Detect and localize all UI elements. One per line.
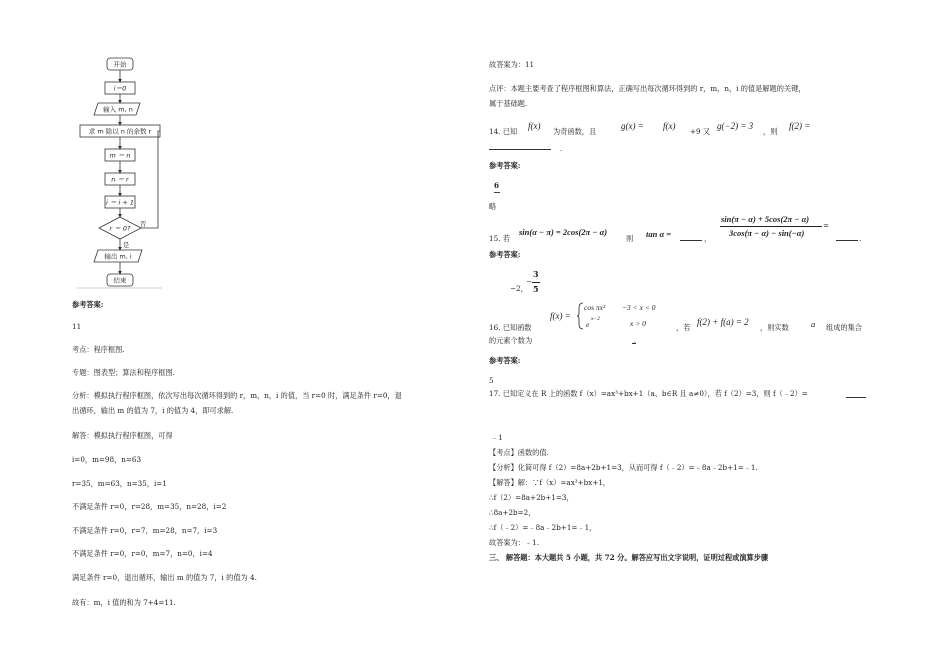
q14-prefix: 14. 已知 bbox=[489, 127, 518, 136]
flow-input-label: 输入 m, n bbox=[103, 105, 133, 114]
q14-plus9: +9 又 bbox=[690, 127, 711, 136]
q14-answer: 6 bbox=[494, 181, 500, 190]
q15-answer-b-den: 5 bbox=[533, 284, 539, 294]
q15-answer-heading: 参考答案: bbox=[489, 250, 521, 259]
flow-output-label: 输出 m, i bbox=[104, 252, 132, 261]
q17-answer-blank bbox=[846, 397, 866, 398]
q13-dianping-line1: 点评：本题主要考查了程序框图和算法，正确写出每次循环得到的 r，m，n，i 的值是解题的关键， bbox=[489, 84, 806, 93]
q16-prefix: 16. 已知函数 bbox=[489, 323, 532, 332]
q16-fx-eq: f(x) = bbox=[550, 311, 571, 321]
flow-assign-m-label: m ＝ n bbox=[109, 151, 131, 160]
q17-final: 故答案为：﹣1. bbox=[489, 538, 539, 547]
flow-remainder-label: 求 m 除以 n 的余数 r bbox=[88, 127, 152, 136]
q15-sep: ， bbox=[704, 234, 712, 243]
q16-cond-expr: f(2) + f(a) = 2 bbox=[697, 317, 749, 327]
q17-fenxi: 【分析】化简可得 f（2）=8a+2b+1=3，从而可得 f（﹣2）=﹣8a﹣2b+1=﹣1. bbox=[489, 463, 758, 472]
q15-frac-num: sin(π − α) + 5cos(2π − α) bbox=[721, 214, 810, 224]
q17-jieda: 【解答】解：∵f（x）=ax³+bx+1， bbox=[489, 478, 611, 487]
q13-step-5: 不满足条件 r=0，r=0，m=7，n=0，i=4 bbox=[72, 549, 213, 558]
flow-assign-n-label: n ＝ r bbox=[111, 175, 129, 184]
q16-answer-heading: 参考答案: bbox=[489, 356, 521, 365]
q14-then: ，则 bbox=[763, 127, 778, 136]
q13-step-6: 满足条件 r=0，退出循环，输出 m 的值为 7，i 的值为 4. bbox=[72, 573, 257, 582]
q13-jieda: 解答：模拟执行程序框图，可得 bbox=[72, 431, 173, 440]
q13-answer: 11 bbox=[72, 322, 82, 331]
q16-case1-expr: cos πx² bbox=[584, 303, 606, 312]
q13-dianping-line2: 属于基础题. bbox=[489, 99, 528, 108]
q16-alpha: a bbox=[811, 319, 816, 329]
q17-kaodian: 【考点】函数的值. bbox=[489, 448, 549, 457]
q15-frac-bar bbox=[720, 226, 822, 227]
q14-fx2: f(x) bbox=[663, 121, 676, 131]
q13-final-answer: 故答案为：11 bbox=[489, 60, 535, 69]
q15-answer-a: −2， bbox=[510, 284, 528, 293]
flow-no-label: 否 bbox=[139, 220, 147, 228]
q16-line2: 的元素个数为 bbox=[489, 336, 533, 345]
q13-step-2: r=35，m=63，n=35，i=1 bbox=[72, 479, 167, 488]
q16-tail: ，则实数 bbox=[760, 323, 789, 332]
q13-kaodian: 考点：程序框图. bbox=[72, 345, 125, 354]
q16-cond-text: ，若 bbox=[676, 323, 691, 332]
q17-answer: ﹣1 bbox=[491, 433, 503, 442]
q16-case2-sup: x−2 bbox=[591, 316, 600, 322]
flow-increment-label: i ＝ i + 1 bbox=[106, 198, 134, 207]
q14-f2: f(2) = bbox=[789, 121, 811, 131]
q17-step-3: ∴f（﹣2）=﹣8a﹣2b+1=﹣1， bbox=[489, 523, 597, 532]
q16-brace-icon bbox=[576, 302, 584, 330]
q14-answer-underline bbox=[494, 192, 500, 193]
q16-case2-cond: x > 0 bbox=[630, 319, 646, 328]
q15-then: 则 bbox=[626, 234, 634, 243]
q15-tan: tan α = bbox=[646, 229, 672, 239]
q13-step-3: 不满足条件 r=0，r=28，m=35，n=28，i=2 bbox=[72, 502, 227, 511]
q15-frac-den: 3cos(π − α) − sin(−α) bbox=[729, 228, 805, 238]
q13-zhuanti: 专题：图表型；算法和程序框图. bbox=[72, 368, 175, 377]
section3-heading: 三、 解答题：本大题共 5 小题，共 72 分。解答应写出文字说明，证明过程或演算步骤 bbox=[489, 553, 769, 562]
q17-stem: 17. 已知定义在 R 上的函数 f（x）=ax³+bx+1（a、b∈R 且 a≠0），若 f（2）=3，则 f（﹣2）= bbox=[489, 389, 808, 398]
q13-fenxi-line1: 分析：模拟执行程序框图，依次写出每次循环得到的 r，m，n，i 的值，当 r=0 时，满足条件 r=0，退 bbox=[72, 391, 402, 400]
q17-step-1: ∴f（2）=8a+2b+1=3， bbox=[489, 493, 574, 502]
q15-answer-b-num: 3 bbox=[533, 269, 539, 279]
q16-answer: 5 bbox=[489, 376, 494, 385]
q15-blank-2 bbox=[836, 240, 858, 241]
q15-blank-1 bbox=[680, 240, 702, 241]
q16-period: 。 bbox=[633, 336, 641, 345]
q14-answer-heading: 参考答案: bbox=[489, 161, 521, 170]
q14-fx: f(x) bbox=[528, 121, 541, 131]
q15-answer-b-sign: − bbox=[526, 277, 533, 286]
q13-step-4: 不满足条件 r=0，r=7，m=28，n=7，i=3 bbox=[72, 526, 218, 535]
q14-answer-blank bbox=[489, 149, 551, 150]
q16-tail2: 组成的集合 bbox=[826, 323, 862, 332]
flow-yes-label: 是 bbox=[122, 241, 130, 249]
q15-prefix: 15. 若 bbox=[489, 234, 510, 243]
flow-init-label: i＝0 bbox=[113, 84, 127, 93]
flow-condition-label: r ＝ 0? bbox=[109, 224, 131, 233]
q15-answer-b-bar bbox=[532, 282, 540, 283]
q15-dot: . bbox=[859, 234, 862, 243]
q13-answer-heading: 参考答案: bbox=[72, 300, 104, 309]
q14-lue: 略 bbox=[489, 202, 497, 211]
q13-step-7: 故有：m，i 值的和为 7+4=11. bbox=[72, 598, 176, 607]
flow-end-label: 结束 bbox=[113, 276, 127, 285]
q14-gx: g(x) = bbox=[621, 121, 644, 131]
q13-fenxi-line2: 出循环，输出 m 的值为 7，i 的值为 4，即可求解. bbox=[72, 406, 234, 415]
q14-gm2: g(−2) = 3 bbox=[717, 121, 754, 131]
q15-eq: = bbox=[823, 221, 830, 230]
q13-step-1: i=0，m=98，n=63 bbox=[72, 455, 142, 464]
q14-odd: 为奇函数，且 bbox=[553, 127, 597, 136]
program-flowchart bbox=[72, 52, 182, 292]
flow-start-label: 开始 bbox=[113, 60, 127, 69]
q16-case1-cond: −3 < x < 0 bbox=[622, 303, 656, 312]
q16-case2-expr: e bbox=[586, 320, 590, 329]
q14-dot: . bbox=[560, 144, 563, 153]
q17-step-2: ∴8a+2b=2， bbox=[489, 508, 536, 517]
q15-condition: sin(α − π) = 2cos(2π − α) bbox=[519, 227, 608, 237]
